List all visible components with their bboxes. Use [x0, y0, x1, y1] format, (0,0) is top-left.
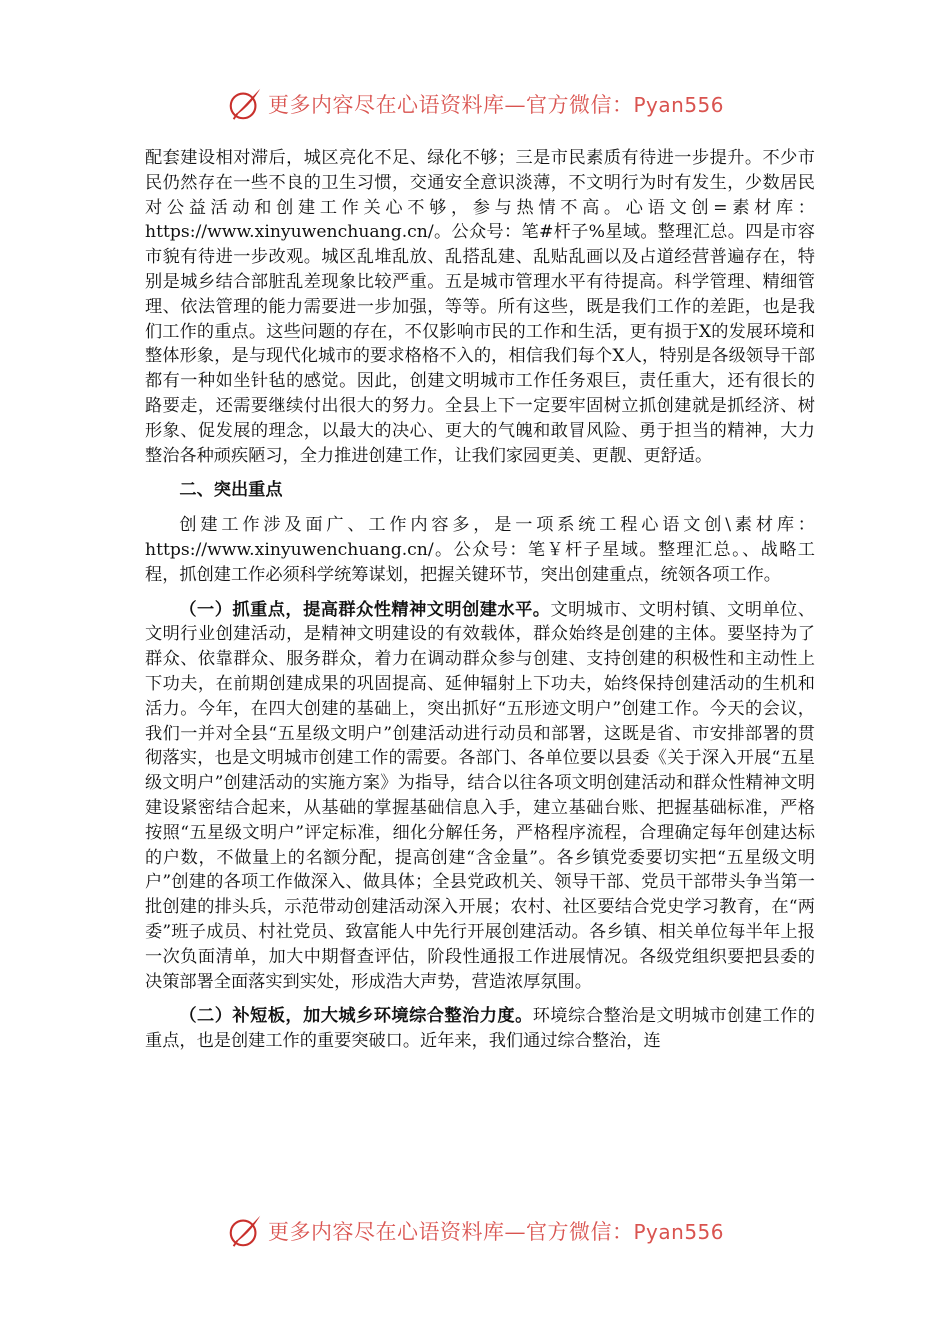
section-heading: 二、突出重点 [179, 480, 283, 501]
banner-text [268, 89, 724, 119]
paragraph-3 [145, 598, 815, 995]
wechat-id: Pyan556 [633, 1220, 725, 1244]
quill-logo-icon [226, 1212, 264, 1250]
paragraph-1: 配套建设相对滞后，城区亮化不足、绿化不够；三是市民素质有待进一步提升。不少市民仍然存在一些不良的卫生习惯，交通安全意识淡薄，不文明行为时有发生，少数居民对公益活动和创建工作关心不够，参与热情不高。心语文创=素材库：https://www.xinyuwenchuang.cn/。公众号：笔#杆子%星域。整理汇总。四是市容市貌有待进一步改观。城区乱堆乱放、乱搭乱建、乱贴乱画以及占道经营普遍存在，特别是城乡结合部脏乱差现象比较严重。五是城市管理水平有待提高。科学管理、精细管理、依法管理的能力需要进一步加强，等等。所有这些，既是我们工作的差距，也是我们工作的重点。这些问题的存在，不仅影响市民的工作和生活，更有损于X的发展环境和整体形象，是与现代化城市的要求格格不入的，相信我们每个X人，特别是各级领导干部都有一种如坐针毡的感觉。因此，创建文明城市工作任务艰巨，责任重大，还有很长的路要走，还需要继续付出很大的努力。全县上下一定要牢固树立抓创建就是抓经济、树形象、促发展的理念，以最大的决心、更大的气魄和敢冒风险、勇于担当的精神，大力整治各种顽疾陋习，全力推进创建工作，让我们家园更美、更靓、更舒适。 [145, 148, 815, 466]
paragraph-3-lead: （一）抓重点，提高群众性精神文明创建水平。 [179, 599, 551, 620]
quill-logo-icon [226, 85, 264, 123]
paragraph-4-lead: （二）补短板，加大城乡环境综合整治力度。 [179, 1006, 533, 1027]
banner-text [268, 1216, 724, 1246]
footer-banner [226, 1211, 746, 1251]
header-banner [226, 84, 746, 124]
paragraph-4 [145, 1004, 815, 1054]
paragraph-4-body: 环境综合整治是文明城市创建工作的重点，也是创建工作的重要突破口。近年来，我们通过综合整治，连 [145, 1006, 815, 1052]
banner-caption: 更多内容尽在心语资料库—官方微信： [268, 1220, 634, 1244]
paragraph-3-body: 文明城市、文明村镇、文明单位、文明行业创建活动，是精神文明建设的有效载体，群众始终是创建的主体。要坚持为了群众、依靠群众、服务群众，着力在调动群众参与创建、支持创建的积极性和主动性上下功夫，在前期创建成果的巩固提高、延伸辐射上下功夫，始终保持创建活动的生机和活力。今年，在四大创建的基础上，突出抓好“五形迹文明户”创建工作。今天的会议，我们一并对全县“五星级文明户”创建活动进行动员和部署，这既是省、市安排部署的贯彻落实，也是文明城市创建工作的需要。各部门、各单位要以县委《关于深入开展“五星级文明户”创建活动的实施方案》为指导，结合以往各项文明创建活动和群众性精神文明建设紧密结合起来，从基础的掌握基础信息入手，建立基础台账、把握基础标准，严格按照“五星级文明户”评定标准，细化分解任务，严格程序流程，合理确定每年创建达标的户数，不做量上的名额分配，提高创建“含金量”。各乡镇党委要切实把“五星级文明户”创建的各项工作做深入、做具体；全县党政机关、领导干部、党员干部带头争当第一批创建的排头兵，示范带动创建活动深入开展；农村、社区要结合党史学习教育，在“两委”班子成员、村社党员、致富能人中先行开展创建活动。各乡镇、相关单位每半年上报一次负面清单，加大中期督查评估，阶段性通报工作进展情况。各级党组织要把县委的决策部署全面落实到实处，形成浩大声势，营造浓厚氛围。 [145, 599, 815, 992]
document-body [145, 146, 815, 1054]
paragraph-2: 创建工作涉及面广、工作内容多，是一项系统工程心语文创\素材库：https://www.xinyuwenchuang.cn/。公众号：笔￥杆子星域。整理汇总。、战略工程，抓创建工作必须科学统筹谋划，把握关键环节，突出创建重点，统领各项工作。 [145, 515, 815, 585]
banner-caption: 更多内容尽在心语资料库—官方微信： [268, 93, 634, 117]
wechat-id: Pyan556 [633, 93, 725, 117]
